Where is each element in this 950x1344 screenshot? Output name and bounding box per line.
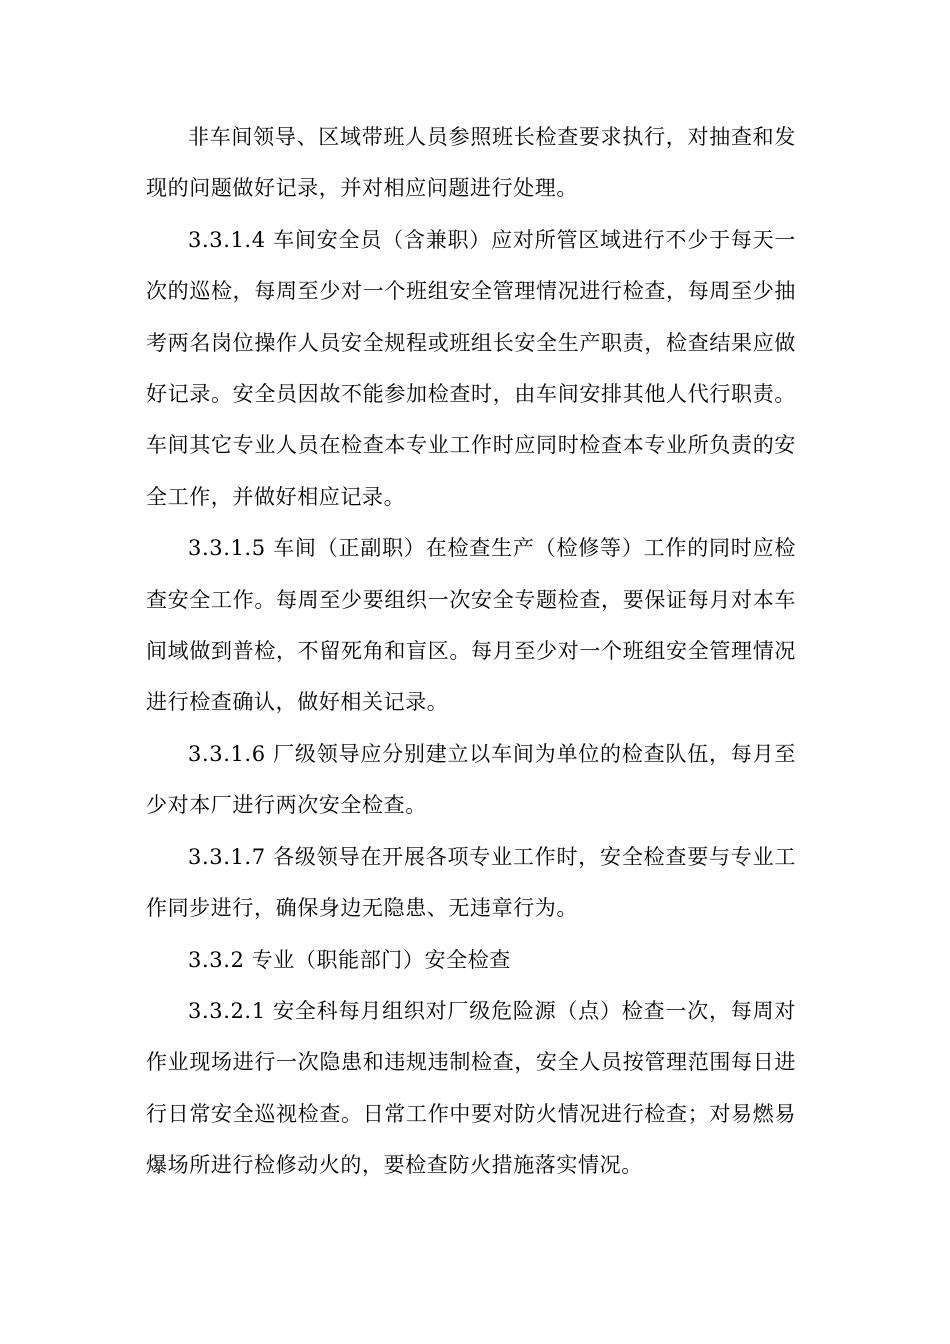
paragraph-3-3-1-4: 3.3.1.4 车间安全员（含兼职）应对所管区域进行不少于每天一次的巡检，每周至少对一个班组安全管理情况进行检查，每周至少抽考两名岗位操作人员安全规程或班组长安全生产职责，检查结果应做好记录。安全员因故不能参加检查时，由车间安排其他人代行职责。车间其它专业人员在检查本专业工作时应同时检查本专业所负责的安全工作，并做好相应记录。: [146, 227, 796, 509]
paragraph-3-3-1-7: 3.3.1.7 各级领导在开展各项专业工作时，安全检查要与专业工作同步进行，确保身边无隐患、无违章行为。: [146, 844, 796, 921]
section-heading-3-3-2: 3.3.2 专业（职能部门）安全检查: [188, 947, 511, 972]
document-body: [146, 112, 796, 1192]
paragraph-3-3-2-1: 3.3.2.1 安全科每月组织对厂级危险源（点）检查一次，每周对作业现场进行一次隐患和违规违制检查，安全人员按管理范围每日进行日常安全巡视检查。日常工作中要对防火情况进行检查；对易燃易爆场所进行检修动火的，要检查防火措施落实情况。: [146, 998, 796, 1178]
paragraph-supervisor-inspection: 非车间领导、区域带班人员参照班长检查要求执行，对抽查和发现的问题做好记录，并对相应问题进行处理。: [146, 125, 796, 201]
paragraph-3-3-1-5: 3.3.1.5 车间（正副职）在检查生产（检修等）工作的同时应检查安全工作。每周至少要组织一次安全专题检查，要保证每月对本车间域做到普检，不留死角和盲区。每月至少对一个班组安全管理情况进行检查确认，做好相关记录。: [146, 536, 796, 715]
paragraph-3-3-1-6: 3.3.1.6 厂级领导应分别建立以车间为单位的检查队伍，每月至少对本厂进行两次安全检查。: [146, 741, 796, 818]
